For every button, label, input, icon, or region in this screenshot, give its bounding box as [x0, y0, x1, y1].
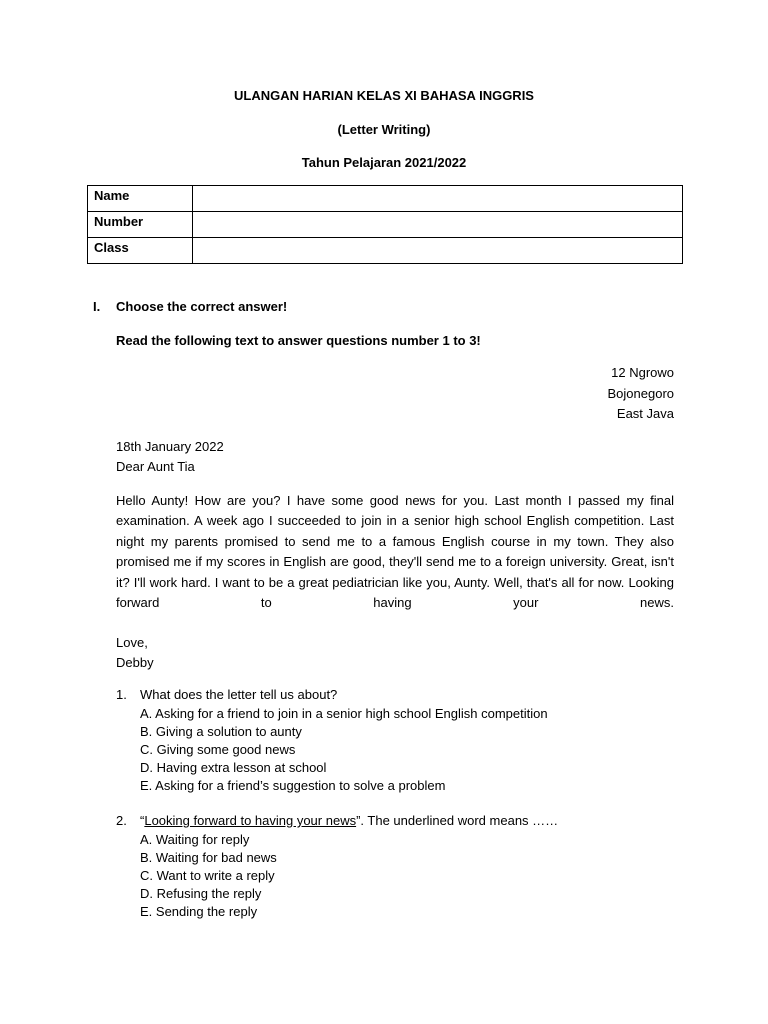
option-b[interactable]: B. Waiting for bad news — [140, 850, 277, 865]
quote-open: “ — [140, 813, 145, 828]
option-a[interactable]: A. Waiting for reply — [140, 832, 250, 847]
answer-options — [140, 831, 277, 921]
letter-greeting: Dear Aunt Tia — [116, 459, 195, 474]
number-label: Number — [88, 212, 193, 238]
section-number: I. — [93, 299, 101, 314]
table-row — [88, 212, 683, 238]
table-row — [88, 186, 683, 212]
table-row — [88, 238, 683, 264]
address-line: East Java — [616, 406, 674, 421]
academic-year: Tahun Pelajaran 2021/2022 — [301, 155, 467, 170]
letter-body: Hello Aunty! How are you? I have some good news for you. Last month I passed my final examination. A week ago I succeeded to join in a senior high school English competition. Last night my parents promised to send me to a famous English course in my town. They also promised me if my scores in English are good, they'll send me to a foreign university. Great, isn't it? I'll work hard. I want to be a great pediatrician like you, Aunty. Well, that's all for now. Looking forward to having your news. — [116, 493, 674, 611]
question-text: What does the letter tell us about? — [140, 687, 338, 702]
underlined-phrase: Looking forward to having your news — [144, 813, 357, 828]
option-d[interactable]: D. Having extra lesson at school — [140, 760, 327, 775]
reading-instruction: Read the following text to answer questions number 1 to 3! — [116, 333, 481, 348]
answer-options — [140, 705, 548, 795]
class-field[interactable] — [193, 238, 683, 264]
address-line: Bojonegoro — [607, 386, 674, 401]
question-number: 2. — [116, 813, 127, 828]
option-a[interactable]: A. Asking for a friend to join in a senior high school English competition — [140, 706, 548, 721]
question-number: 1. — [116, 687, 127, 702]
exam-title: ULANGAN HARIAN KELAS XI BAHASA INGGRIS — [234, 88, 534, 103]
option-e[interactable]: E. Asking for a friend’s suggestion to solve a problem — [140, 778, 446, 793]
section-title: Choose the correct answer! — [116, 299, 288, 314]
option-d[interactable]: D. Refusing the reply — [140, 886, 262, 901]
letter-date: 18th January 2022 — [116, 439, 224, 454]
address-line: 12 Ngrowo — [611, 365, 674, 380]
option-b[interactable]: B. Giving a solution to aunty — [140, 724, 302, 739]
student-identity-table — [87, 185, 683, 264]
question-text-suffix: ”. The underlined word means …… — [356, 813, 559, 828]
name-label: Name — [88, 186, 193, 212]
class-label: Class — [88, 238, 193, 264]
option-c[interactable]: C. Giving some good news — [140, 742, 296, 757]
number-field[interactable] — [193, 212, 683, 238]
option-c[interactable]: C. Want to write a reply — [140, 868, 275, 883]
option-e[interactable]: E. Sending the reply — [140, 904, 258, 919]
exam-subtitle: (Letter Writing) — [337, 122, 431, 137]
letter-signature: Debby — [116, 655, 154, 670]
letter-closing: Love, — [116, 635, 148, 650]
name-field[interactable] — [193, 186, 683, 212]
question-text — [140, 813, 558, 828]
